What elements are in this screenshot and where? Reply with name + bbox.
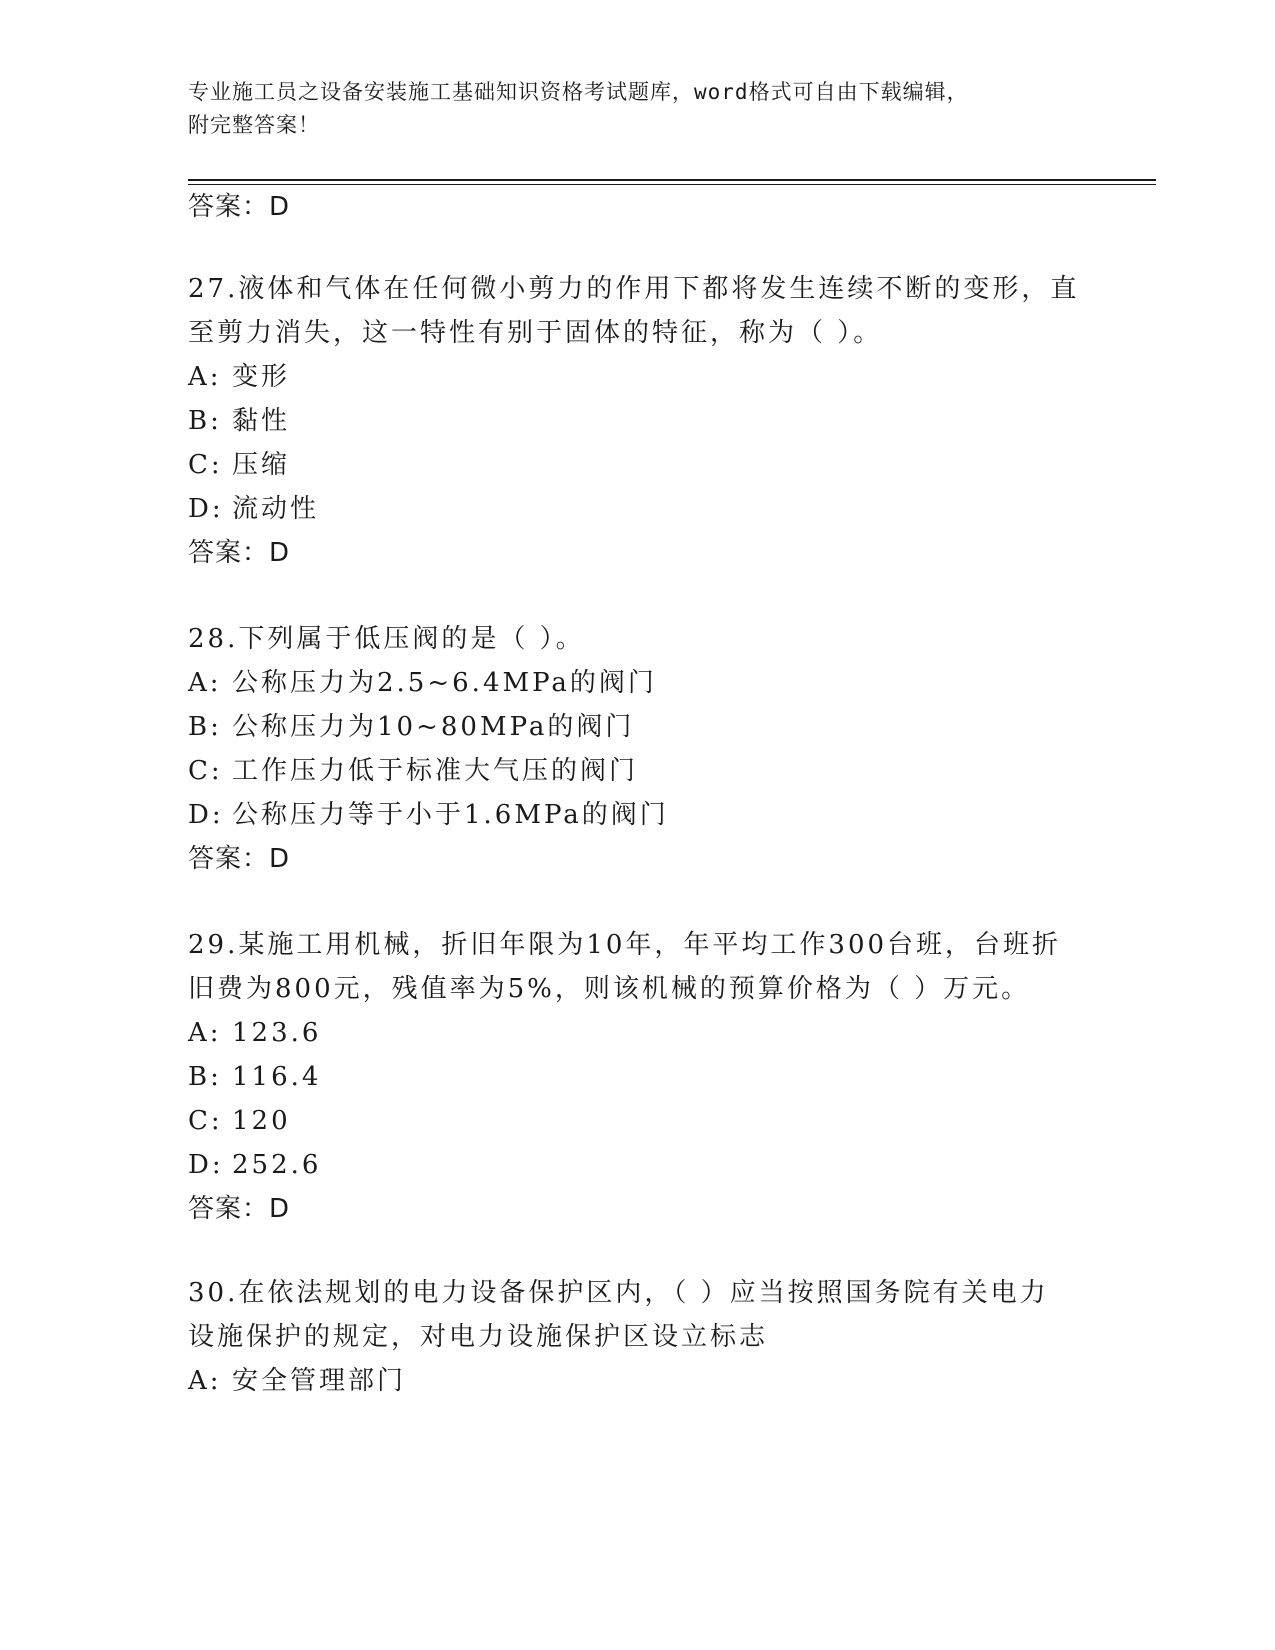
option-letter: A: <box>188 668 222 698</box>
question-28-option-b <box>188 704 634 750</box>
question-27-stem-line-1: 27.液体和气体在任何微小剪力的作用下都将发生连续不断的变形，直 <box>188 274 1080 304</box>
previous-answer: 答案：D <box>188 192 291 222</box>
option-text: 公称压力等于小于1.6MPa的阀门 <box>232 800 669 830</box>
option-letter: D: <box>188 1150 224 1180</box>
question-27-answer: 答案：D <box>188 538 291 568</box>
option-letter: C: <box>188 756 223 786</box>
header-line-1: 专业施工员之设备安装施工基础知识资格考试题库，word格式可自由下载编辑， <box>188 80 969 104</box>
question-29-answer: 答案：D <box>188 1194 291 1224</box>
header-divider-thin <box>188 184 1156 185</box>
question-29-stem-line-2: 旧费为800元，残值率为5%，则该机械的预算价格为（ ）万元。 <box>188 974 1031 1004</box>
option-letter: B: <box>188 406 222 436</box>
question-27-option-d <box>188 486 319 532</box>
question-28-option-c <box>188 748 638 794</box>
question-28-answer: 答案：D <box>188 844 291 874</box>
option-text: 工作压力低于标准大气压的阀门 <box>232 756 639 786</box>
question-29-option-d <box>188 1142 321 1188</box>
option-letter: B: <box>188 1062 222 1092</box>
option-text: 变形 <box>232 362 291 392</box>
question-28-stem-line-1: 28.下列属于低压阀的是（ ）。 <box>188 624 585 654</box>
question-30-stem-line-2: 设施保护的规定，对电力设施保护区设立标志 <box>188 1322 769 1352</box>
question-30-stem-line-1: 30.在依法规划的电力设备保护区内，（ ）应当按照国务院有关电力 <box>188 1278 1049 1308</box>
option-text: 流动性 <box>232 494 320 524</box>
question-30-option-a <box>188 1358 406 1404</box>
header-line-2: 附完整答案！ <box>188 113 320 137</box>
option-letter: A: <box>188 1018 222 1048</box>
header-divider-thick <box>188 179 1156 181</box>
question-27-stem-line-2: 至剪力消失，这一特性有别于固体的特征，称为（ ）。 <box>188 318 883 348</box>
question-27-option-a <box>188 354 290 400</box>
question-28-option-d <box>188 792 669 838</box>
document-header <box>188 76 1088 142</box>
question-29-option-c <box>188 1098 291 1144</box>
question-28-option-a <box>188 660 657 706</box>
option-letter: C: <box>188 1106 223 1136</box>
option-letter: D: <box>188 800 224 830</box>
question-27-option-b <box>188 398 290 444</box>
option-text: 116.4 <box>232 1062 322 1092</box>
question-29-option-b <box>188 1054 321 1100</box>
option-text: 公称压力为2.5~6.4MPa的阀门 <box>232 668 657 698</box>
option-text: 123.6 <box>232 1018 322 1048</box>
option-text: 252.6 <box>232 1150 322 1180</box>
question-29-stem-line-1: 29.某施工用机械，折旧年限为10年，年平均工作300台班，台班折 <box>188 930 1062 960</box>
option-text: 安全管理部门 <box>232 1366 407 1396</box>
option-letter: D: <box>188 494 224 524</box>
option-letter: A: <box>188 362 222 392</box>
option-text: 黏性 <box>232 406 291 436</box>
option-text: 压缩 <box>232 450 291 480</box>
option-text: 120 <box>232 1106 291 1136</box>
question-27-option-c <box>188 442 290 488</box>
option-letter: C: <box>188 450 223 480</box>
option-letter: B: <box>188 712 222 742</box>
question-29-option-a <box>188 1010 321 1056</box>
option-letter: A: <box>188 1366 222 1396</box>
option-text: 公称压力为10~80MPa的阀门 <box>232 712 635 742</box>
